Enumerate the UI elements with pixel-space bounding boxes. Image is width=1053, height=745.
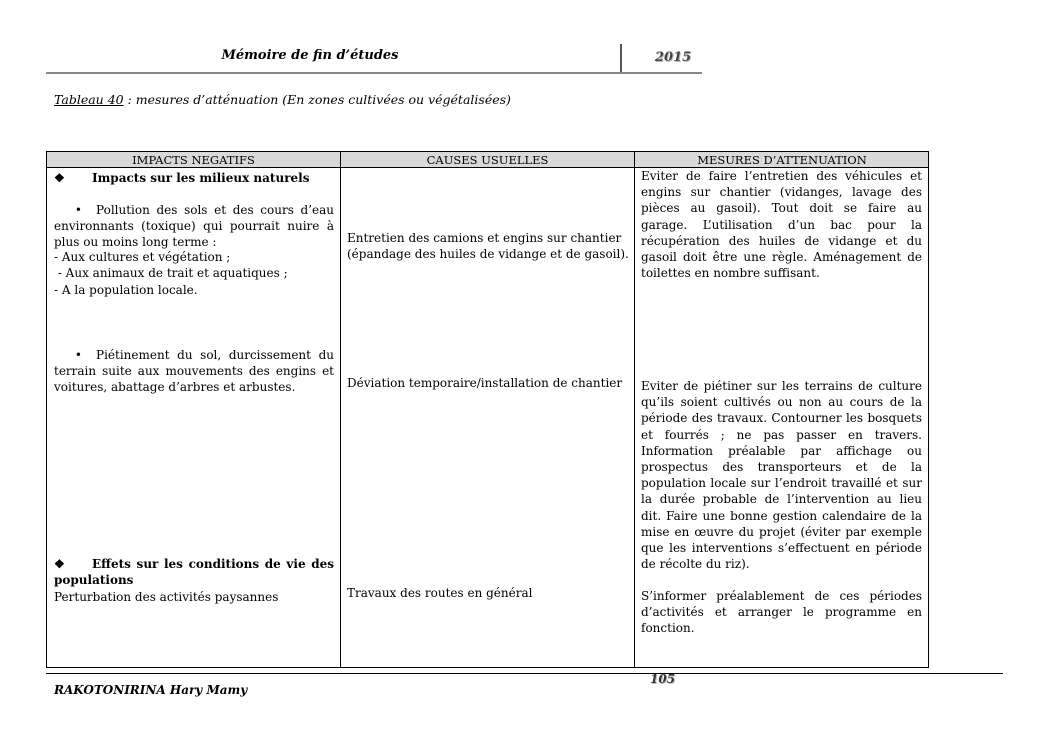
footer-rule <box>46 673 1003 674</box>
column-header-impacts: IMPACTS NEGATIFS <box>132 153 255 167</box>
table-caption-label: Tableau 40 <box>54 92 124 107</box>
cause-entretien: Entretien des camions et engins sur chantier (épandage des huiles de vidange et de gasoil). <box>347 231 629 262</box>
diamond-bullet-icon: ❖ <box>54 171 65 185</box>
cause-travaux: Travaux des routes en général <box>347 586 533 600</box>
header-divider <box>620 44 622 74</box>
impact-pollution: • Pollution des sols et des cours d’eau environnants (toxique) qui pourrait nuire à plus ou moins long terme : <box>54 203 334 250</box>
bullet-icon: • <box>74 348 82 362</box>
diamond-bullet-icon: ❖ <box>54 557 65 571</box>
column-header-causes: CAUSES USUELLES <box>426 153 549 167</box>
impact-heading-natural: ❖ Impacts sur les milieux naturels <box>54 171 310 185</box>
impact-heading-living: ❖ Effets sur les conditions de vie des populations <box>54 557 334 588</box>
mesure-information: S’informer préalablement de ces périodes d’activités et arranger le programme en fonction. <box>641 589 922 636</box>
impact-sub-animaux: - Aux animaux de trait et aquatiques ; <box>54 266 288 280</box>
document-year: 2015 <box>655 50 692 65</box>
header-rule <box>46 72 702 74</box>
column-divider-1 <box>340 152 341 667</box>
column-header-mesures: MESURES D’ATTENUATION <box>697 153 867 167</box>
table-caption <box>54 92 511 107</box>
impact-perturbation: Perturbation des activités paysannes <box>54 590 279 604</box>
impact-sub-cultures: - Aux cultures et végétation ; <box>54 250 231 264</box>
table-caption-text: : mesures d’atténuation (En zones cultivées ou végétalisées) <box>123 92 511 107</box>
cause-deviation: Déviation temporaire/installation de chantier <box>347 376 623 390</box>
mitigation-table <box>46 151 929 668</box>
impact-sub-population: - A la population locale. <box>54 283 198 297</box>
document-title: Mémoire de fin d’études <box>221 48 399 63</box>
mesure-pietinement: Eviter de piétiner sur les terrains de culture qu’ils soient cultivés ou non au cours de la période des travaux. Contourner les bosquets et fourrés ; ne pas passer en travers. Information préalable par affichage ou prospectus des transporteurs et de la population locale sur l’endroit travaillé et sur la durée probable de l’intervention au lieu dit. Faire une bonne gestion calendaire de la mise en œuvre du projet (éviter par exemple que les interventions s’effectuent en période de récolte du riz). <box>641 379 922 572</box>
author-name: RAKOTONIRINA Hary Mamy <box>54 683 248 697</box>
impact-pietinement: • Piétinement du sol, durcissement du terrain suite aux mouvements des engins et voitures, abattage d’arbres et arbustes. <box>54 348 334 395</box>
mesure-entretien: Eviter de faire l’entretien des véhicules et engins sur chantier (vidanges, lavage des pièces au gasoil). Tout doit se faire au garage. L’utilisation d’un bac pour la récupération des huiles de vidange et du gasoil doit être une règle. Aménagement de toilettes en nombre suffisant. <box>641 169 922 281</box>
page-number: 105 <box>650 672 676 686</box>
bullet-icon: • <box>74 203 82 217</box>
column-divider-2 <box>634 152 635 667</box>
